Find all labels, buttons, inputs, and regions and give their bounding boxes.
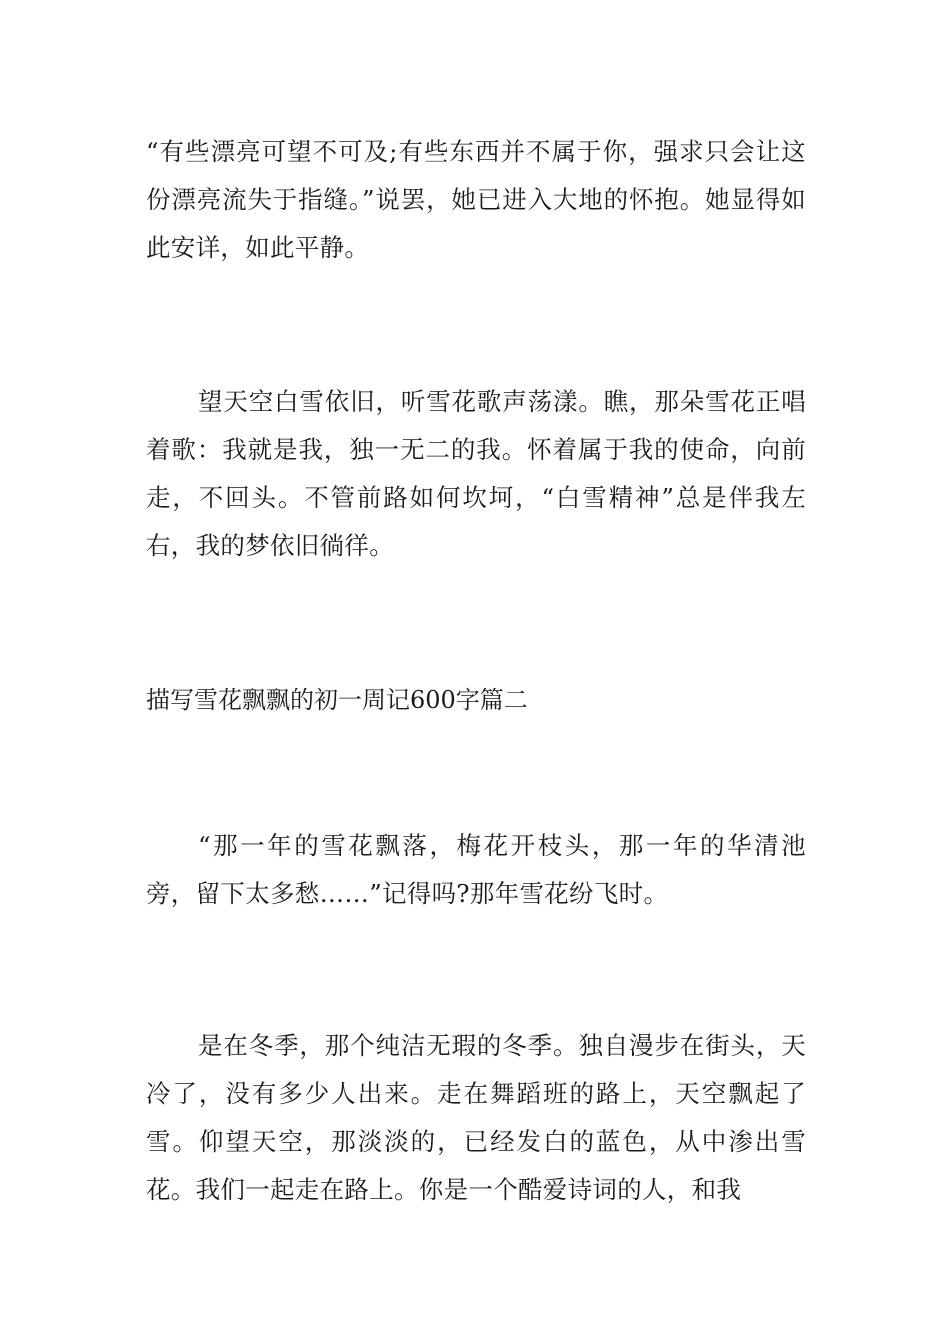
paragraph-snow-song: 望天空白雪依旧，听雪花歌声荡漾。瞧，那朵雪花正唱着歌：我就是我，独一无二的我。怀着属于我的使命，向前走，不回头。不管前路如何坎坷，“白雪精神”总是伴我左右，我的梦依旧徜徉。 bbox=[146, 387, 806, 560]
paragraph-winter-walk: 是在冬季，那个纯洁无瑕的冬季。独自漫步在街头，天冷了，没有多少人出来。走在舞蹈班的路上，天空飘起了雪。仰望天空，那淡淡的，已经发白的蓝色，从中渗出雪花。我们一起走在路上。你是一个酷爱诗词的人，和我 bbox=[146, 1031, 806, 1204]
paragraph-quote-ending: “有些漂亮可望不可及;有些东西并不属于你，强求只会让这份漂亮流失于指缝。”说罢，她已进入大地的怀抱。她显得如此安详，如此平静。 bbox=[146, 137, 806, 262]
paragraph-poem-quote: “那一年的雪花飘落，梅花开枝头，那一年的华清池旁，留下太多愁……”记得吗?那年雪花纷飞时。 bbox=[146, 831, 806, 908]
section-heading: 描写雪花飘飘的初一周记600字篇二 bbox=[146, 686, 528, 714]
